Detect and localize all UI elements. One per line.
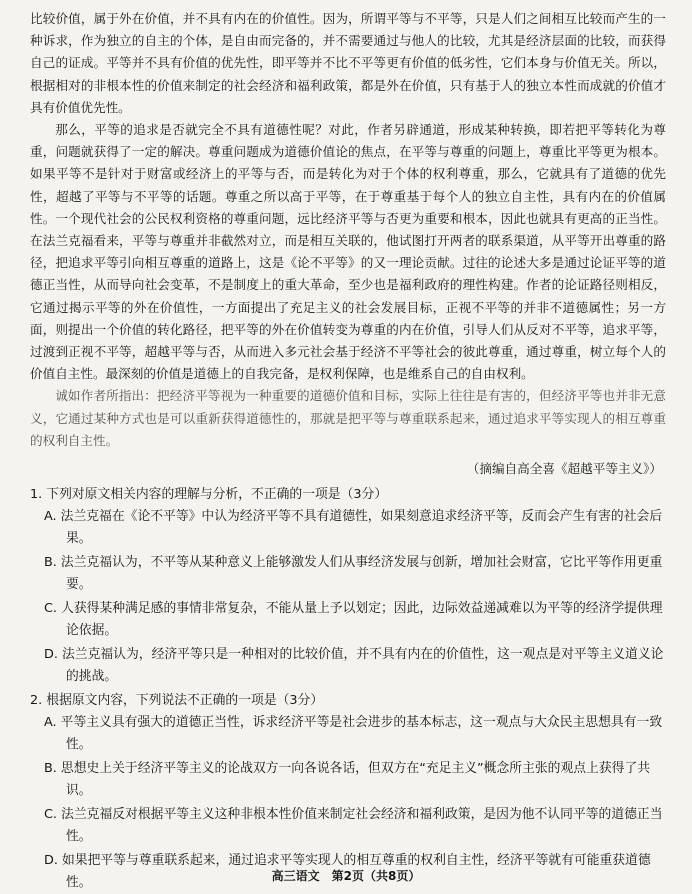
option-a: A. 法兰克福在《论不平等》中认为经济平等不具有道德性，如果刻意追求经济平等，反而会产生有害的社会后果。 — [44, 509, 663, 547]
page-footer: 高三语文 第2页（共8页） — [271, 869, 421, 883]
question-2 — [30, 690, 666, 894]
option-b: B. 思想史上关于经济平等主义的论战双方一向各说各话，但双方在“充足主义”概念所主张的观点上获得了共识。 — [44, 761, 651, 799]
question-stem: 1. 下列对原文相关内容的理解与分析，不正确的一项是（3分） — [30, 487, 388, 503]
option-c: C. 人获得某种满足感的事情非常复杂，不能从量上予以划定；因此，边际效益递减难以为平等的经济学提供理论依据。 — [44, 601, 663, 639]
option-d: D. 如果把平等与尊重联系起来，通过追求平等实现人的相互尊重的权利自主性，经济平等就有可能重获道德性。 — [44, 853, 651, 891]
option-c: C. 法兰克福反对根据平等主义这种非根本性价值来制定社会经济和福利政策，是因为他不认同平等的道德正当性。 — [44, 807, 663, 845]
passage-paragraph: 诚如作者所指出：把经济平等视为一种重要的道德价值和目标，实际上往往是有害的，但经济平等也并非无意义，它通过某种方式也是可以重新获得道德性的，那就是把平等与尊重联系起来，通过追求平等实现人的相互尊重的权利自主性。 — [30, 388, 666, 448]
question-1 — [30, 484, 666, 688]
source-citation: （摘编自高全喜《超越平等主义》） — [466, 461, 662, 477]
passage — [30, 8, 666, 452]
passage-paragraph: 那么，平等的追求是否就完全不具有道德性呢？对此，作者另辟通道，形成某种转换，即若把平等转化为尊重，问题就获得了一定的解决。尊重问题成为道德价值论的焦点，在平等与尊重的问题上，尊重比平等更为根本。如果平等不是针对于财富或经济上的平等与否，而是转化为对于个体的权利尊重，那么，它就具有了道德的优先性，超越了平等与不平等的话题。尊重之所以高于平等，在于尊重基于每个人的独立自主性，具有内在的价值属性。一个现代社会的公民权利资格的尊重问题，远比经济平等与否更为重要和根本，因此也就具有更高的正当性。在法兰克福看来，平等与尊重并非截然对立，而是相互关联的，他试图打开两者的联系渠道，从平等开出尊重的路径，把追求平等引向相互尊重的道路上，这是《论不平等》的又一理论贡献。过往的论述大多是通过论证平等的道德正当性，从而导向社会变革，不是制度上的重大革命，至少也是福利政府的理性构建。作者的论证路径则相反，它通过揭示平等的外在价值性，一方面提出了充足主义的社会发展目标，正视不平等的并非不道德属性；另一方面，则提出一个价值的转化路径，把平等的外在价值转变为尊重的内在价值，引导人们从反对不平等，追求平等，过渡到正视不平等，超越平等与否，从而进入多元社会基于经济不平等社会的彼此尊重，通过尊重，树立每个人的价值自主性。最深刻的价值是道德上的自我完备，是权利保障，也是维系自己的自由权利。 — [30, 122, 666, 382]
question-stem: 2. 根据原文内容，下列说法不正确的一项是（3分） — [30, 693, 324, 709]
option-a: A. 平等主义具有强大的道德正当性，诉求经济平等是社会进步的基本标志，这一观点与大众民主思想具有一致性。 — [44, 715, 663, 753]
option-b: B. 法兰克福认为，不平等从某种意义上能够激发人们从事经济发展与创新，增加社会财富，它比平等作用更重要。 — [44, 555, 663, 593]
passage-paragraph: 比较价值，属于外在价值，并不具有内在的价值性。因为，所谓平等与不平等，只是人们之间相互比较而产生的一种诉求，作为独立的自主的个体，是自由而完备的，并不需要通过与他人的比较，尤其是经济层面的比较，而获得自己的证成。平等并不具有价值的优先性，即平等并不比不平等更有价值的低劣性，它们本身与价值无关。所以，根据相对的非根本性的价值来制定的社会经济和福利政策，都是外在价值，只有基于人的独立本性而成就的价值才具有价值优先性。 — [30, 11, 666, 115]
option-d: D. 法兰克福认为，经济平等只是一种相对的比较价值，并不具有内在的价值性，这一观点是对平等主义道义论的挑战。 — [44, 647, 664, 685]
